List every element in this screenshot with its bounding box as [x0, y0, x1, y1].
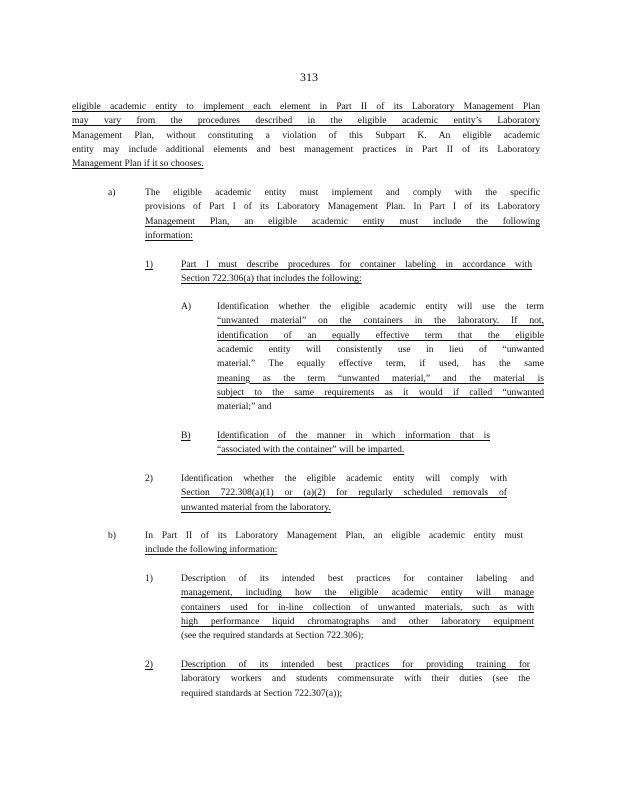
text-line: Description of its intended best practices for providing training for [181, 659, 530, 670]
text-line: Identification whether the eligible academic entity will comply with [181, 473, 507, 484]
text-line: required standards at Section 722.307(a)); [181, 687, 343, 699]
text-line: material.” The equally effective term, if used, has the same [217, 358, 544, 370]
item-label: 1) [145, 259, 153, 270]
text-line: eligible academic entity to implement each element in Part II of its Laboratory Management Plan [72, 101, 540, 112]
text-line: Section 722.306(a) that includes the following: [181, 273, 362, 285]
text-line: information: [145, 229, 193, 241]
text-line: academic entity will consistently use in lieu of “unwanted [217, 343, 544, 355]
text-line: management, including how the eligible academic entity will manage [181, 587, 534, 599]
text-line: containers used for in-line collection of unwanted materials, such as with [181, 601, 534, 613]
text-line: Part I must describe procedures for container labeling in accordance with [181, 259, 532, 270]
page-number: 313 [300, 70, 318, 84]
text-line: identification of an equally effective term that the eligible [217, 329, 544, 341]
text-line: The eligible academic entity must implement and comply with the specific [145, 187, 540, 198]
text-line: Identification whether the eligible academic entity will use the term [217, 301, 544, 312]
text-line: Description of its intended best practices for container labeling and [181, 573, 534, 584]
item-label: b) [108, 530, 116, 541]
text-line: subject to the same requirements as it would if called “unwanted [217, 386, 544, 398]
item-label: 1) [145, 573, 153, 584]
text-line: high performance liquid chromatographs and other laboratory equipment [181, 615, 534, 627]
text-line: Management Plan if it so chooses. [72, 158, 204, 170]
text-line: include the following information: [145, 544, 278, 556]
text-line: Management Plan, without constituting a violation of this Subpart K. An eligible academic [72, 129, 540, 141]
text-line: meaning as the term “unwanted material,” and the material is [217, 372, 544, 384]
text-line: laboratory workers and students commensurate with their duties (see the [181, 673, 530, 685]
text-line: material;” and [217, 401, 272, 413]
text-line: entity may include additional elements and best management practices in Part II of its Laboratory [72, 143, 540, 155]
text-line: Management Plan, an eligible academic entity must include the following [145, 215, 540, 227]
text-line: “unwanted material” on the containers in the laboratory. If not, [217, 315, 544, 327]
item-label: a) [108, 187, 116, 198]
text-line: unwanted material from the laboratory. [181, 501, 331, 513]
text-line: In Part II of its Laboratory Management Plan, an eligible academic entity must [145, 530, 523, 541]
text-line: Identification of the manner in which information that is [217, 430, 490, 441]
item-label: 2) [145, 473, 153, 484]
text-line: Section 722.308(a)(1) or (a)(2) for regularly scheduled removals of [181, 487, 507, 499]
text-line: may vary from the procedures described in the eligible academic entity’s Laboratory [72, 115, 540, 127]
item-label: B) [181, 430, 191, 441]
text-line: provisions of Part I of its Laboratory Management Plan. In Part I of its Laboratory [145, 201, 540, 213]
text-line: (see the required standards at Section 722.306); [181, 630, 364, 642]
item-label: A) [181, 301, 192, 312]
text-line: “associated with the container” will be imparted. [217, 444, 405, 456]
item-label: 2) [145, 659, 153, 670]
